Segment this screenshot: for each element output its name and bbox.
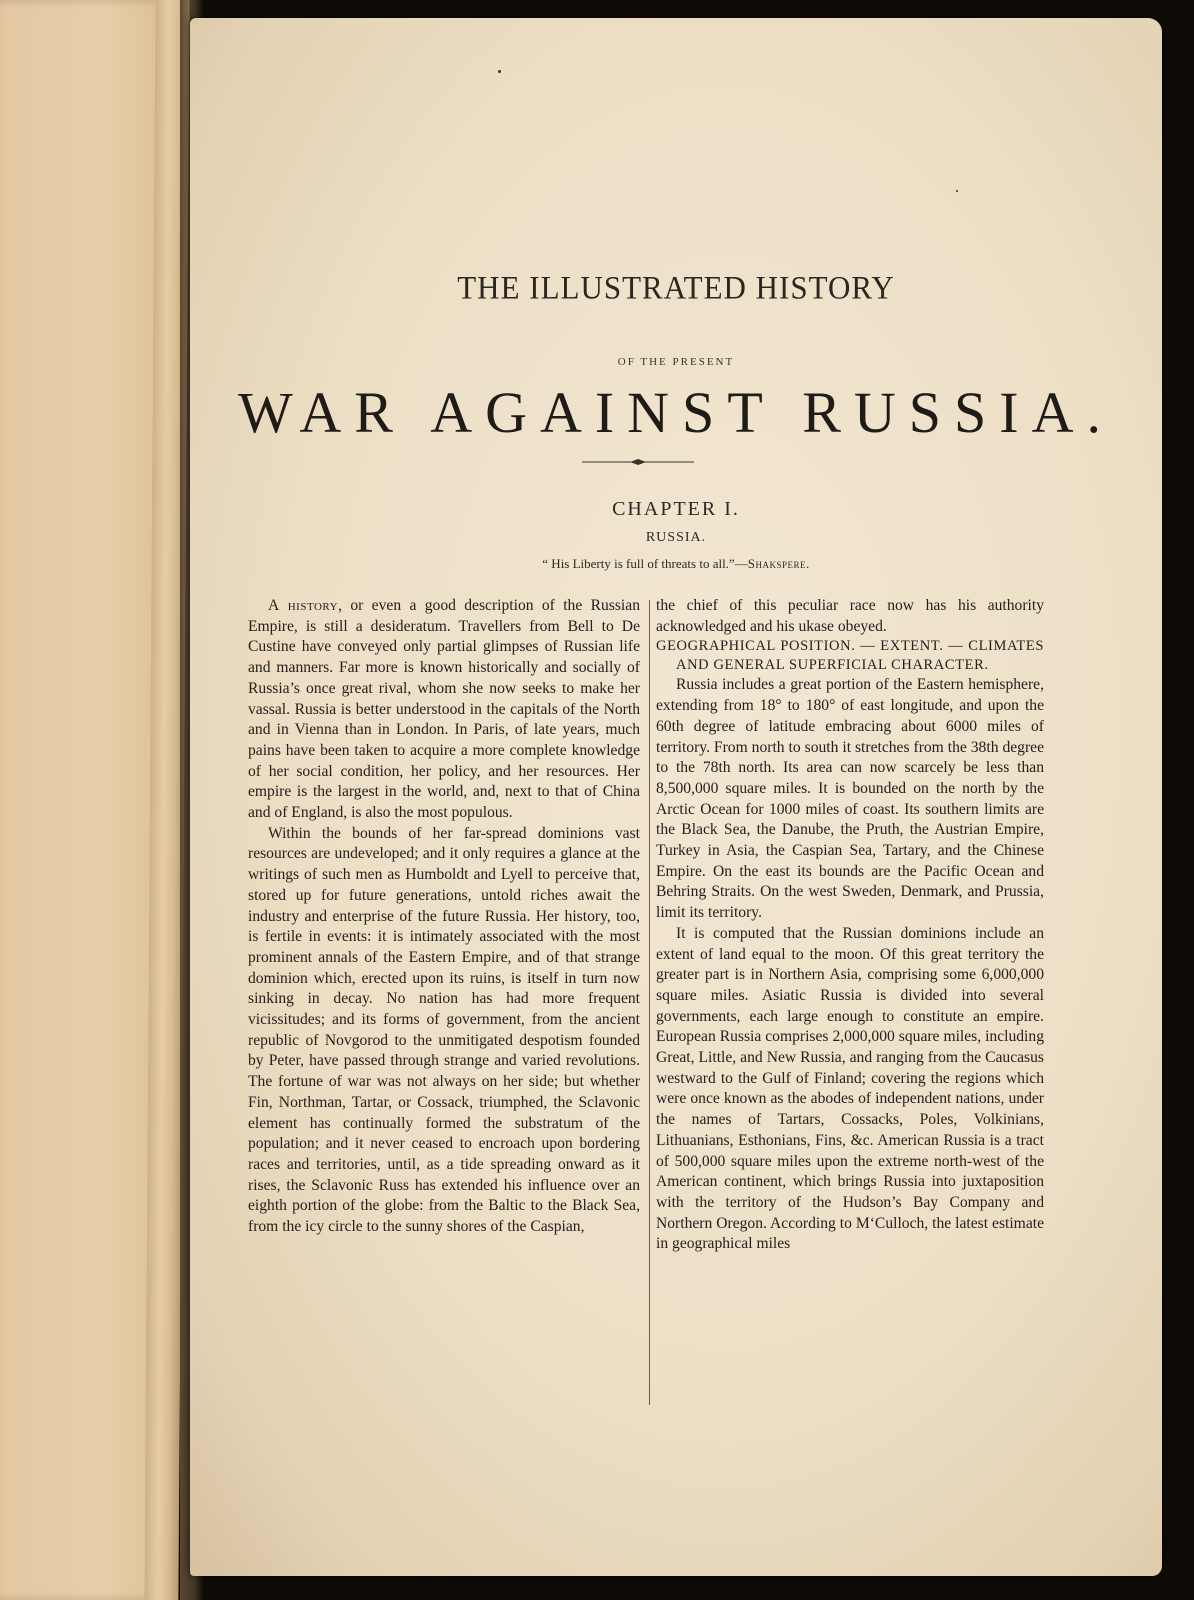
paragraph: Within the bounds of her far-spread dominions vast resources are undeveloped; and it only requires a glance at the writings of such men as Humboldt and Lyell to perceive that, stored up for future generations, untold riches await the industry and enterprise of the future Russia. Her history, too, is fertile in events: it is intimately associated with the most prominent annals of the Eastern Empire, and of that strange dominion which, erected upon its ruins, is itself in turn now sinking in decay. No nation has had more frequent vicissitudes; and its forms of government, from the ancient republic of Novgorod to the unmitigated despotism founded by Peter, have passed through strange and varied revolutions. The fortune of war was not always on her side; but whether Fin, Northman, Tartar, or Cossack, triumphed, the Sclavonic element has continually formed the substratum of the population; and it never ceased to encroach upon bordering races and territories, until, as a tide spreading onward as it rises, the Sclavonic Russ has extended his influence over an eighth portion of the globe: from the Baltic to the Black Sea, from the icy circle to the sunny shores of the Caspian, xyxy=(248,824,640,1236)
paragraph-lead: A history xyxy=(268,597,339,614)
title-line-2: OF THE PRESENT xyxy=(617,356,735,368)
paper-speck xyxy=(498,70,501,73)
column-rule xyxy=(649,600,650,1405)
title-line-1: THE ILLUSTRATED HISTORY xyxy=(457,269,895,306)
paragraph: It is computed that the Russian dominions include an extent of land equal to the moon. Of this great territory the greater part is in Northern Asia, comprising some 6,000,000 square miles. Asiatic Russia is divided into several governments, each large enough to constitute an empire. European Russia comprises 2,000,000 square miles, including Great, Little, and New Russia, and ranging from the Caucasus westward to the Gulf of Finland; covering the regions which were once known as the abodes of independent nations, under the names of Tartars, Cossacks, Poles, Volkinians, Lithuanians, Esthonians, Fins, &c. American Russia is a tract of 500,000 square miles upon the extreme north-west of the American continent, which brings Russia into juxtaposition with the territory of the Hudson’s Bay Company and Northern Oregon. According to M‘Culloch, the latest estimate in geographical miles xyxy=(656,924,1044,1253)
diamond-ornament-icon xyxy=(630,459,646,465)
paragraph: Russia includes a great portion of the Eastern hemisphere, extending from 18° to 180° of east longitude, and upon the 60th degree of latitude embracing about 6000 miles of territory. From north to south it stretches from the 38th degree to the 78th north. Its area can now scarcely be less than 8,500,000 square miles. It is bounded on the north by the Arctic Ocean for 1000 miles of coast. Its southern limits are the Black Sea, the Danube, the Pruth, the Austrian Empire, Turkey in Asia, the Caspian Sea, Tartary, and the Chinese Empire. On the east its bounds are the Pacific Ocean and Behring Straits. On the west Sweden, Denmark, and Prussia, limit its territory. xyxy=(656,676,1044,922)
chapter-heading: CHAPTER I. xyxy=(612,498,740,520)
paragraph xyxy=(248,596,640,824)
epigraph-quote: “ His Liberty is full of threats to all.”— xyxy=(542,556,748,571)
ornament-divider xyxy=(582,458,694,466)
epigraph xyxy=(190,556,1162,572)
paragraph-text: , or even a good description of the Russian Empire, is still a desideratum. Travellers from Bell to De Custine have conveyed only partial glimpses of Russian life and manners. Far more is known historically and socially of Russia’s once great rival, whom she now seeks to make her vassal. Russia is better understood in the capitals of the North and in Vienna than in London. In Paris, of late years, much pains have been taken to acquire a more complete knowledge of her social condition, her policy, and her resources. Her empire is the largest in the world, and, next to that of China and of England, is also the most populous. xyxy=(248,597,640,822)
paper-speck xyxy=(956,190,958,192)
left-text-column xyxy=(248,596,640,1238)
epigraph-author: Shakspere. xyxy=(747,556,810,571)
paragraph: the chief of this peculiar race now has his authority acknowledged and his ukase obeyed. xyxy=(656,597,1044,635)
title-main: WAR AGAINST RUSSIA. xyxy=(238,380,1114,445)
page-content xyxy=(190,18,1162,1576)
section-heading: GEOGRAPHICAL POSITION. — EXTENT. — CLIMATES AND GENERAL SUPERFICIAL CHARACTER. xyxy=(656,638,1044,674)
book-page xyxy=(190,18,1162,1576)
chapter-subject: RUSSIA. xyxy=(645,530,707,545)
right-text-column xyxy=(656,596,1044,1255)
